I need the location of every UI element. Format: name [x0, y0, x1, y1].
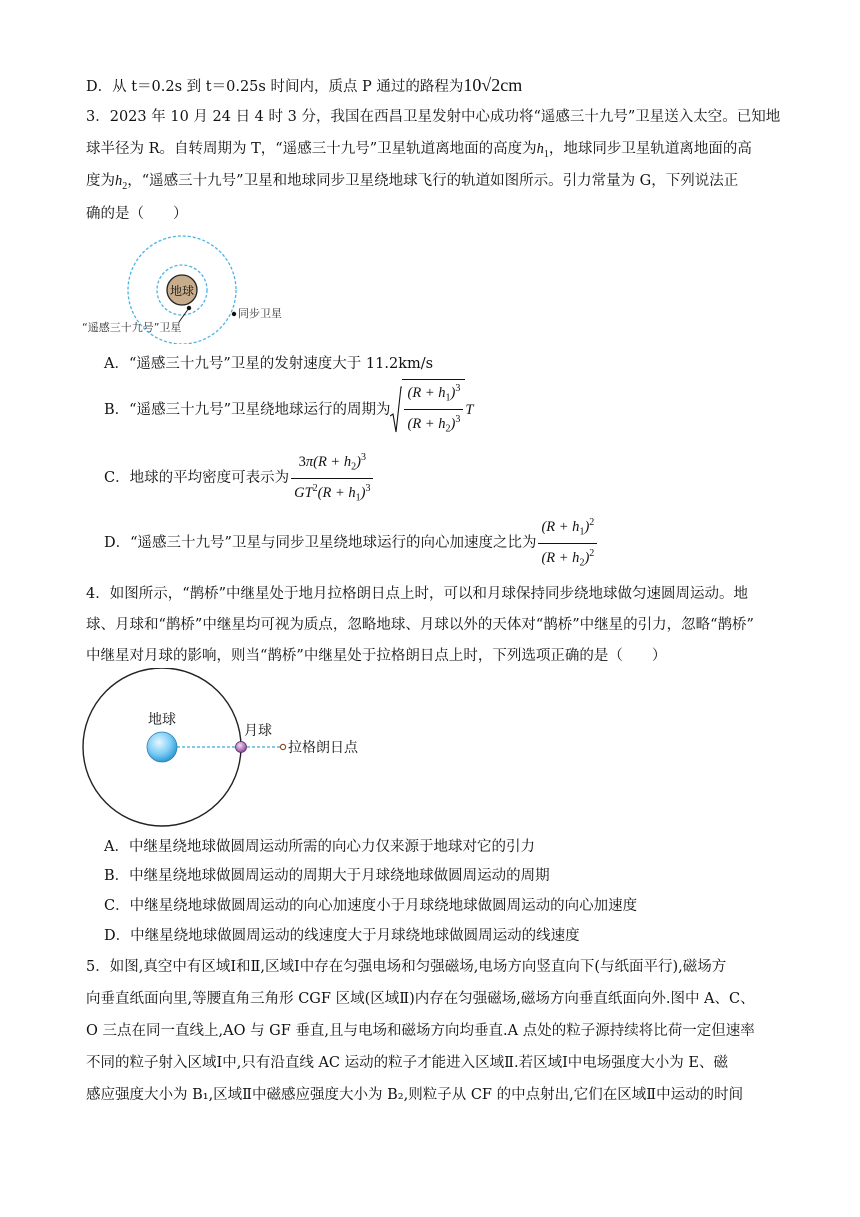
- sync-satellite-dot: [232, 312, 236, 316]
- earth-ball: [147, 732, 177, 762]
- q3-option-b[interactable]: B．“遥感三十九号”卫星绕地球运行的周期为 $\frac{(R + h_1)^3}{(R + h_2)^3}$ T: [104, 380, 473, 440]
- yg39-label: “遥感三十九号”卫星: [82, 321, 182, 334]
- q3-line-4: 确的是（ ）: [86, 206, 188, 222]
- h1-symbol: $h_1$: [536, 141, 549, 160]
- moon-label: 月球: [244, 723, 272, 739]
- q4-line-3: 中继星对月球的影响，则当“鹊桥”中继星处于拉格朗日点上时，下列选项正确的是（ ）: [86, 648, 667, 664]
- q3-option-c[interactable]: C．地球的平均密度可表示为 $\frac{3\pi(R + h_2)^3}{GT^2(R + h_1)^3}$: [104, 448, 375, 508]
- sqrt-sign: [390, 386, 402, 434]
- period-T: T: [465, 402, 474, 418]
- q5-line-1: 5．如图,真空中有区域Ⅰ和Ⅱ,区域Ⅰ中存在匀强电场和匀强磁场,电场方向竖直向下(与纸面平行),磁场方: [86, 959, 727, 975]
- sync-satellite-label: 同步卫星: [238, 307, 282, 320]
- lagrange-label: 拉格朗日点: [288, 740, 358, 756]
- q4-option-b[interactable]: B．中继星绕地球做圆周运动的周期大于月球绕地球做圆周运动的周期: [104, 868, 550, 884]
- q3-option-d[interactable]: D．“遥感三十九号”卫星与同步卫星绕地球运行的向心加速度之比为 $\frac{(R + h_1)^2}{(R + h_2)^2}$: [104, 513, 599, 573]
- q3-line-1: 3．2023 年 10 月 24 日 4 时 3 分，我国在西昌卫星发射中心成功将“遥感三十九号”卫星送入太空。已知地: [86, 109, 781, 125]
- q3d-fraction: $\frac{(R + h_1)^2}{(R + h_2)^2}$: [538, 514, 597, 572]
- q4-lagrange-figure: [78, 668, 398, 828]
- moon-ball: [236, 742, 247, 753]
- h2-symbol: $h_2$: [115, 173, 128, 192]
- q2-option-d[interactable]: D．从 t＝0.2s 到 t＝0.25s 时间内，质点 P 通过的路程为10√2cm: [86, 75, 523, 95]
- q4-option-a[interactable]: A．中继星绕地球做圆周运动所需的向心力仅来源于地球对它的引力: [104, 839, 535, 855]
- q3b-fraction: $\frac{(R + h_1)^3}{(R + h_2)^3}$: [404, 380, 463, 438]
- q3-orbit-figure: [80, 232, 300, 344]
- q5-line-3: O 三点在同一直线上,AO 与 GF 垂直,且与电场和磁场方向均垂直.A 点处的粒子源持续将比荷一定但速率: [86, 1023, 755, 1039]
- q5-line-5: 感应强度大小为 B₁,区域Ⅱ中磁感应强度大小为 B₂,则粒子从 CF 的中点射出,它们在区域Ⅱ中运动的时间: [86, 1087, 744, 1103]
- q4-option-c[interactable]: C．中继星绕地球做圆周运动的向心加速度小于月球绕地球做圆周运动的向心加速度: [104, 898, 638, 914]
- q4-line-2: 球、月球和“鹊桥”中继星均可视为质点，忽略地球、月球以外的天体对“鹊桥”中继星的引力，忽略“鹊桥”: [86, 617, 754, 633]
- q3-line-2: 球半径为 R。自转周期为 T，“遥感三十九号”卫星轨道离地面的高度为$h_1$，地球同步卫星轨道离地面的高: [86, 141, 752, 160]
- q5-line-4: 不同的粒子射入区域Ⅰ中,只有沿直线 AC 运动的粒子才能进入区域Ⅱ.若区域Ⅰ中电场强度大小为 E、磁: [86, 1055, 729, 1071]
- q3-line-3: 度为$h_2$，“遥感三十九号”卫星和地球同步卫星绕地球飞行的轨道如图所示。引力常量为 G，下列说法正: [86, 173, 739, 192]
- earth-label: 地球: [148, 712, 176, 728]
- q3c-fraction: $\frac{3\pi(R + h_2)^3}{GT^2(R + h_1)^3}$: [291, 449, 373, 507]
- q4-line-1: 4．如图所示，“鹊桥”中继星处于地月拉格朗日点上时，可以和月球保持同步绕地球做匀速圆周运动。地: [86, 586, 749, 602]
- lagrange-point: [280, 744, 285, 749]
- q5-line-2: 向垂直纸面向里,等腰直角三角形 CGF 区域(区域Ⅱ)内存在匀强磁场,磁场方向垂直纸面向外.图中 A、C、: [86, 991, 755, 1007]
- q4-option-d[interactable]: D．中继星绕地球做圆周运动的线速度大于月球绕地球做圆周运动的线速度: [104, 928, 580, 944]
- q2-option-d-value: 10√2cm: [463, 75, 523, 95]
- q3-option-a[interactable]: A．“遥感三十九号”卫星的发射速度大于 11.2km/s: [104, 356, 434, 372]
- earth-label: 地球: [169, 284, 195, 298]
